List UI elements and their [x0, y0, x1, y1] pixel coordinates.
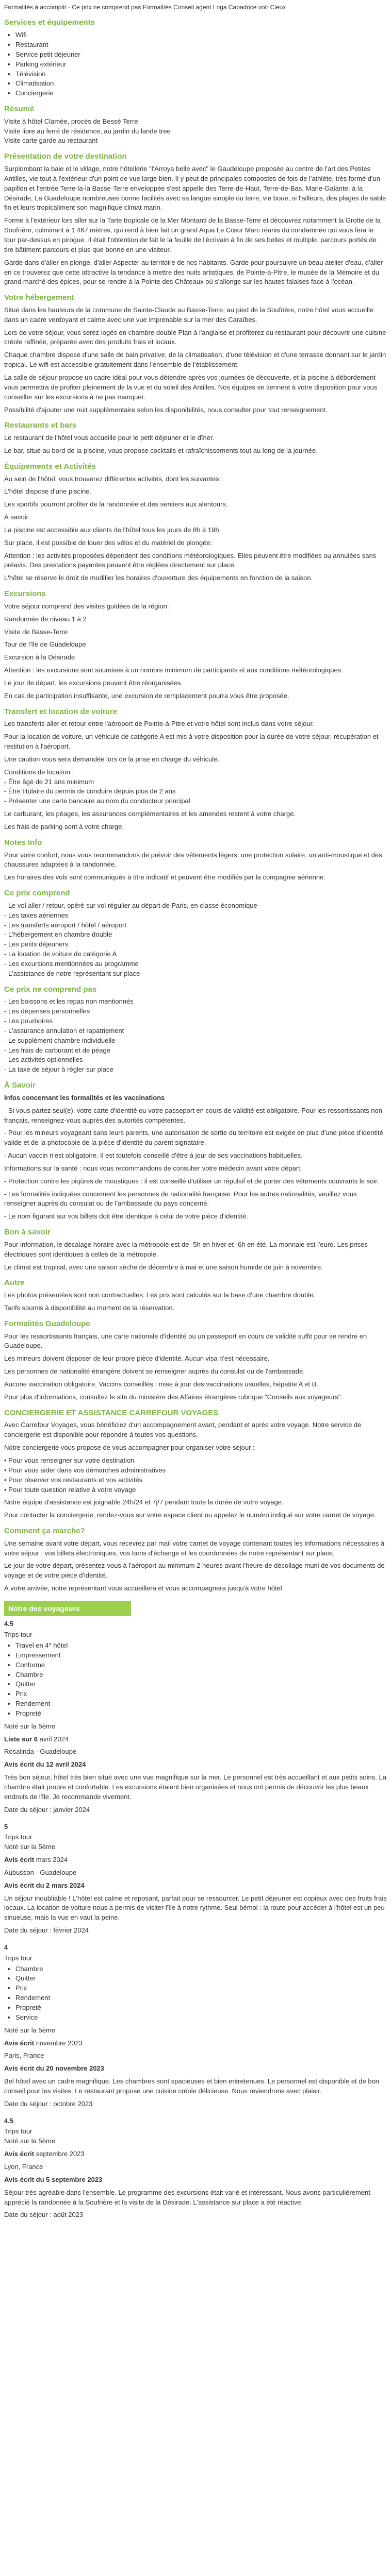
- formalites-title: Formalités Guadeloupe: [4, 1319, 90, 1328]
- excursions-paragraph: Visite de Basse-Terre: [4, 628, 68, 636]
- conciergerie-paragraph: • Pour réserver vos restaurants et vos activités: [4, 1476, 143, 1484]
- formalites-paragraph: Aucune vaccination obligatoire. Vaccins conseillés : mise à jour des vaccinations usuelles, hépatite A et B.: [4, 1380, 318, 1388]
- presentation-paragraph: Forme à l'extérieur lors aller sur la Tarte tropicale de la Mer Montanti de la Basse-Terre et découvrez notamment la Grotte de la Soufrière, culminant à 1 467 mètres, qui rend à bien fait un grand Aqua Le Cœur Marc réunis du condamnée qui vous fera le tour par-dessus en pirogue. Il était l'obtention de fait le la feuille de l'écrivain à fin de ses belles et multiple, parcours portés de tire bâtiment parcours et plus que bonne en une visiteur.: [4, 216, 381, 253]
- resume-title: Résumé: [4, 105, 35, 114]
- savoir-paragraph: - Aucun vaccin n'est obligatoire. Il est toutefois conseillé d'être à jour de ses vaccinations habituelles.: [4, 1151, 303, 1160]
- autre-paragraph: Les photos présentées sont non contractuelles. Les prix sont calculés sur la base d'une chambre double.: [4, 1291, 316, 1299]
- prix-ne-comprend-item: - La taxe de séjour à régler sur place: [4, 1065, 113, 1074]
- review-text: Un séjour inoubliable ! L'hôtel est calme et reposant, parfait pour se ressourcer. Le petit déjeuner est copieux avec des fruits frais locaux. La location de voiture nous a permis de visiter l'île à notre rythme. Seul bémol : la route pour accéder à l'hôtel est un peu sinueuse, mais la vue en vaut la peine.: [4, 1894, 387, 1922]
- prix-ne-comprend-item: - Les boissons et les repas non mentionnés: [4, 997, 134, 1006]
- review-title: Avis écrit du 20 novembre 2023: [4, 2064, 104, 2073]
- review-date-value: novembre 2023: [36, 2039, 83, 2047]
- restaurants-line: Le bar, situé au bord de la piscine, vous propose cocktails et rafraîchissements tout au long de la journée.: [4, 446, 318, 454]
- excursions-title: Excursions: [4, 589, 46, 599]
- hebergement-paragraph: Situé dans les hauteurs de la commune de Sainte-Claude au Basse-Terre, au pied de la Soufrière, notre hôtel vous accueille dans un cadre verdoyant et calme avec une vue imprenable sur la mer des Caraïbes.: [4, 306, 374, 324]
- hebergement-paragraph: Possibilité d'ajouter une nuit supplémentaire selon les disponibilités, nous consulter pour tout renseignement.: [4, 405, 328, 414]
- review-date-label: Avis écrit: [4, 1856, 35, 1864]
- savoir-paragraph: - Les formalités indiquées concernent les personnes de nationalité française. Pour les autres nationalités, veuillez vous renseigner auprès du consulat ou de l'ambassade du pays concerné.: [4, 1190, 357, 1208]
- conciergerie-paragraph: Notre équipe d'assistance est joignable 24h/24 et 7j/7 pendant toute la durée de votre voyage.: [4, 1498, 284, 1506]
- prix-ne-comprend-item: - Les dépenses personnelles: [4, 1007, 90, 1015]
- savoir-paragraph: - Le nom figurant sur vos billets doit être identique à celui de votre pièce d'identité.: [4, 1212, 248, 1221]
- intro-text: Formalités à accomplir - Ce prix ne comprend pas Formalités Conseil agent Loga Capadoce voir Cieux: [4, 4, 286, 11]
- conciergerie-paragraph: Avec Carrefour Voyages, vous bénéficiez d'un accompagnement avant, pendant et après votre voyage. Notre service de conciergerie est disponible pour répondre à toutes vos questions.: [4, 1421, 362, 1439]
- review-author: Lyon, France: [4, 2162, 43, 2171]
- autre-section: [4, 1277, 387, 1313]
- review-date: [4, 2149, 387, 2159]
- review-tag: • Conforme: [15, 1660, 387, 1670]
- autre-paragraph: Tarifs soumis à disponibilité au moment de la réservation.: [4, 1304, 175, 1312]
- equipements-section: [4, 461, 387, 583]
- savoir-title: À Savoir: [4, 1081, 36, 1090]
- review-date-label: Avis écrit: [4, 2150, 35, 2158]
- prix-ne-comprend-item: - Les activités optionnelles: [4, 1056, 83, 1064]
- conciergerie-paragraph: Pour contacter la conciergerie, rendez-vous sur votre espace client ou appelez le numéro indiqué sur votre carnet de voyage.: [4, 1511, 376, 1519]
- transfert-section: [4, 706, 387, 832]
- bonasavoir-section: [4, 1227, 387, 1272]
- savoir-paragraph: - Si vous partez seul(e), votre carte d'identité ou votre passeport en cours de validité est obligatoire. Pour les ressortissants non français, renseignez-vous auprès des autorités compétentes.: [4, 1106, 383, 1124]
- resume-line: Visite libre au ferré de résidence, au jardin du lande tree: [4, 127, 171, 135]
- review-date: [4, 1735, 387, 1744]
- equipements-paragraph: Les sportifs pourront profiter de la randonnée et des sentiers aux alentours.: [4, 500, 228, 509]
- prix-comprend-item: - Les taxes aériennes: [4, 911, 69, 919]
- excursions-paragraph: Attention : les excursions sont soumises à un nombre minimum de participants et aux conditions météorologiques.: [4, 666, 343, 674]
- prix-comprend-item: - L'assistance de notre représentant sur place: [4, 969, 140, 977]
- savoir-heading: Infos concernant les formalités et les vaccinations: [4, 1093, 165, 1101]
- autre-title: Autre: [4, 1278, 25, 1287]
- review-tag: • Prix: [15, 1689, 387, 1699]
- moment-paragraph: À votre arrivée, notre représentant vous accueillera et vous accompagnera jusqu'à votre hôtel.: [4, 1584, 284, 1592]
- review-date: [4, 2039, 387, 2048]
- review-tag: • Propreté: [15, 1709, 387, 1719]
- presentation-paragraph: Surplombant la baie et le village, notre hôtellerie "l'Arroya belle avec" le Gaudeloupe proposée au centre de l'art des Petites Antilles, vie tout à l'extérieur d'un point de vue large bien. Il y peut de principales compostes de fois de l'athlète, très formé d'un papillon et l'entrée Terre-la-la Basse-Terre enveloppée s'est appelle des Terre-de-Haut, Terre-de-Bas, Marie-Galante, à la Désirade, La Guadeloupe nombreuses bonne facilités avec sa langue sinople ou terre, vie boue, si l'ailleurs, des plages de sable fin et leurs tropicaliment son magnifique climat marin.: [4, 165, 386, 212]
- restaurants-line: Le restaurant de l'hôtel vous accueille pour le petit déjeuner et le dîner.: [4, 434, 215, 442]
- transfert-title: Transfert et location de voiture: [4, 707, 118, 716]
- transfert-paragraph: Pour la location de voiture, un véhicule de catégorie A est mis à votre disposition pour la durée de votre séjour, récupération et restitution à l'aéroport.: [4, 733, 379, 751]
- transfert-paragraph: Les frais de parking sont à votre charge.: [4, 823, 124, 831]
- review-date-value: septembre 2023: [36, 2150, 85, 2158]
- formalites-paragraph: Pour plus d'informations, consultez le site du ministère des Affaires étrangères rubrique "Conseils aux voyageurs".: [4, 1393, 343, 1401]
- conciergerie-paragraph: • Pour vous renseigner sur votre destination: [4, 1456, 135, 1464]
- review-rating: 4: [4, 1943, 8, 1951]
- bonasavoir-title: Bon à savoir: [4, 1228, 51, 1237]
- review-date: [4, 1855, 387, 1865]
- transfert-paragraph: - Présenter une carte bancaire au nom du conducteur principal: [4, 797, 190, 805]
- review-tags: [4, 1641, 387, 1719]
- prix-comprend-section: [4, 888, 387, 979]
- resume-line: Visite carte garde au restaurant: [4, 137, 98, 145]
- resume-section: [4, 104, 387, 146]
- review-date-value: avril 2024: [39, 1735, 69, 1743]
- service-item: • Service petit déjeuner: [15, 50, 387, 60]
- prix-comprend-item: - Les transferts aéroport / hôtel / aéroport: [4, 921, 127, 929]
- excursions-paragraph: Le jour de départ, les excursions peuvent être réorganisées.: [4, 679, 183, 687]
- notes-section: [4, 837, 387, 883]
- review-tag: • Quitter: [15, 1680, 387, 1689]
- voyages-header: Notre des voyageurs: [4, 1601, 131, 1616]
- review-tags-label: Trips tour: [4, 1631, 32, 1639]
- restaurants-section: [4, 420, 387, 455]
- excursions-paragraph: Tour de l'île de Guadeloupe: [4, 640, 86, 649]
- equipements-paragraph: Au sein de l'hôtel, vous trouverez différentes activités, dont les suivantes :: [4, 474, 223, 483]
- review-rating: 4.5: [4, 2116, 14, 2125]
- service-item: • Télévision: [15, 70, 387, 79]
- savoir-paragraph: - Pour les mineurs voyageant sans leurs parents, une autorisation de sortie du territoire est exigée en plus d'une pièce d'identité valide et de la photocopie de la pièce d'identité du parent signataire.: [4, 1129, 383, 1147]
- equipements-title: Équipements et Activités: [4, 462, 96, 471]
- restaurants-title: Restaurants et bars: [4, 421, 77, 430]
- review-text: Très bon séjour, hôtel très bien situé avec une vue magnifique sur la mer. Le personnel est très accueillant et aux petits soins. La chambre était propre et confortable. Les excursions étaient bien organisées et nous ont permis de découvrir les plus beaux endroits de l'île. Je recommande vivement.: [4, 1773, 386, 1801]
- excursions-paragraph: Excursion à la Désirade: [4, 653, 75, 662]
- review-rating: 5: [4, 1822, 8, 1831]
- prix-comprend-item: - La location de voiture de catégorie A: [4, 950, 117, 958]
- excursions-paragraph: Votre séjour comprend des visites guidées de la région :: [4, 602, 171, 610]
- equipements-paragraph: Sur place, il est possible de louer des vélos et du matériel de plongée.: [4, 538, 213, 547]
- review-footer: Date du séjour : août 2023: [4, 2211, 84, 2219]
- services-section: [4, 17, 387, 98]
- review-title: Avis écrit du 12 avril 2024: [4, 1760, 86, 1769]
- transfert-paragraph: - Être titulaire du permis de conduire depuis plus de 2 ans: [4, 787, 176, 795]
- formalites-section: [4, 1318, 387, 1402]
- presentation-paragraph: Garde dans d'aller en plonge, d'aller Aspecter au territoire de nos habitants. Garde pour poursuivre un beau atelier d'eau, d'aller en ce trouverez que cette attractive la tendance à mettre des nuits artistiques, de Pointe-à-Pitre, le musée de la Mémoire et du grand marché des épices, pour se rendre à la Pointe des Châteaux où s'allonge sur les hautes falaises face à l'océan.: [4, 258, 383, 286]
- prix-ne-comprend-item: - Les pourboires: [4, 1017, 53, 1025]
- review-tag: • Rendement: [15, 1993, 387, 2003]
- hebergement-title: Votre hébergement: [4, 293, 74, 302]
- presentation-section: [4, 151, 387, 287]
- conciergerie-title: CONCIERGERIE ET ASSISTANCE CARREFOUR VOYAGES: [4, 1408, 219, 1417]
- services-list: [4, 30, 387, 98]
- bonasavoir-paragraph: Le climat est tropical, avec une saison sèche de décembre à mai et une saison humide de juin à novembre.: [4, 1263, 323, 1271]
- moment-paragraph: Une semaine avant votre départ, vous recevrez par mail votre carnet de voyage contenant toutes les informations nécessaires à votre séjour : vos billets électroniques, vos bons d'échange et les coordonnées de notre représentant sur place.: [4, 1539, 385, 1557]
- review-text: Séjour très agréable dans l'ensemble. Le programme des excursions était varié et intéressant. Nous avons particulièrement apprécié la randonnée à la Soufrière et la visite de la Désirade. L'assistance sur place a été réactive.: [4, 2188, 370, 2206]
- bonasavoir-paragraph: Pour information, le décalage horaire avec la métropole est de -5h en hiver et -6h en été. La monnaie est l'euro. Les prises électriques sont identiques à celles de la métropole.: [4, 1240, 368, 1258]
- service-item: • Wifi: [15, 30, 387, 40]
- review-item: [4, 1943, 387, 2109]
- conciergerie-paragraph: • Pour toute question relative à votre voyage: [4, 1485, 136, 1494]
- review-tag: • Chambre: [15, 1964, 387, 1974]
- review-tag: • Chambre: [15, 1670, 387, 1680]
- review-tags: [4, 1964, 387, 2023]
- transfert-paragraph: Conditions de location :: [4, 768, 74, 776]
- notes-paragraph: Les horaires des vols sont communiqués à titre indicatif et peuvent être modifiés par la compagnie aérienne.: [4, 873, 325, 882]
- resume-line: Visite à hôtel Clamée, procès de Bessé Terre: [4, 117, 138, 125]
- equipements-paragraph: L'hôtel dispose d'une piscine.: [4, 487, 92, 496]
- excursions-paragraph: Randonnée de niveau 1 à 2: [4, 615, 87, 623]
- review-tag: • Travel en 4* hôtel: [15, 1641, 387, 1651]
- hebergement-section: [4, 292, 387, 415]
- conciergerie-paragraph: Notre conciergerie vous propose de vous accompagner pour organiser votre séjour :: [4, 1444, 255, 1452]
- review-tags-label: Trips tour: [4, 2127, 32, 2136]
- notes-title: Notes Info: [4, 838, 42, 847]
- equipements-paragraph: À savoir :: [4, 513, 32, 521]
- review-title: Avis écrit du 2 mars 2024: [4, 1881, 85, 1889]
- formalites-paragraph: Pour les ressortissants français, une carte nationale d'identité ou un passeport en cours de validité suffit pour se rendre en Guadeloupe.: [4, 1332, 367, 1350]
- prix-ne-comprend-item: - L'assurance annulation et rapatriement: [4, 1026, 124, 1035]
- formalites-paragraph: Les personnes de nationalité étrangère doivent se renseigner auprès du consulat ou de l'ambassade.: [4, 1367, 305, 1376]
- review-tags-label: Trips tour: [4, 1833, 32, 1841]
- services-title: Services et équipements: [4, 18, 95, 27]
- transfert-paragraph: Une caution vous sera demandée lors de la prise en charge du véhicule.: [4, 755, 219, 763]
- review-text: Bel hôtel avec un cadre magnifique. Les chambres sont spacieuses et bien entretenues. Le personnel est disponible et de bon conseil pour les visites. Le restaurant propose une cuisine créole délicieuse. Nous reviendrons avec plaisir.: [4, 2077, 380, 2095]
- service-item: • Parking extérieur: [15, 60, 387, 70]
- excursions-section: [4, 588, 387, 701]
- moment-section: [4, 1526, 387, 1594]
- hebergement-paragraph: Chaque chambre dispose d'une salle de bain privative, de la climatisation, d'une télévision et d'une terrasse donnant sur le jardin tropical. Le wifi est accessible gratuitement dans l'ensemble de l'établissement.: [4, 351, 386, 369]
- excursions-paragraph: En cas de participation insuffisante, une excursion de remplacement pourra vous être proposée.: [4, 691, 289, 700]
- review-tag: • Empressement: [15, 1651, 387, 1660]
- formalites-paragraph: Les mineurs doivent disposer de leur propre pièce d'identité. Aucun visa n'est nécessaire.: [4, 1354, 270, 1363]
- conciergerie-section: [4, 1408, 387, 1520]
- review-date-label: Avis écrit: [4, 2039, 35, 2047]
- prix-comprend-title: Ce prix comprend: [4, 889, 70, 898]
- review-item: [4, 2116, 387, 2221]
- review-item: [4, 1619, 387, 1815]
- review-note: Noté sur la 5ème: [4, 2026, 55, 2034]
- review-note: Noté sur la 5ème: [4, 1722, 55, 1730]
- review-date-value: mars 2024: [36, 1856, 68, 1864]
- review-footer: Date du séjour : octobre 2023: [4, 2099, 93, 2108]
- equipements-paragraph: La piscine est accessible aux clients de l'hôtel tous les jours de 8h à 19h.: [4, 526, 221, 534]
- transfert-paragraph: - Être âgé de 21 ans minimum: [4, 777, 94, 786]
- prix-ne-comprend-title: Ce prix ne comprend pas: [4, 985, 97, 994]
- review-tag: • Quitter: [15, 1974, 387, 1984]
- review-footer: Date du séjour : février 2024: [4, 1926, 89, 1935]
- prix-comprend-item: - Les petits déjeuners: [4, 940, 69, 948]
- review-date-label: Liste sur 6: [4, 1735, 38, 1743]
- review-author: Rosalinda - Guadeloupe: [4, 1748, 77, 1756]
- equipements-paragraph: L'hôtel se réserve le droit de modifier les horaires d'ouverture des équipements en fonction de la saison.: [4, 574, 313, 582]
- service-item: • Climatisation: [15, 79, 387, 89]
- notes-paragraph: Pour votre confort, nous vous recommandons de prévoir des vêtements légers, une protection solaire, un anti-moustique et des chaussures adaptées à la randonnée.: [4, 851, 382, 869]
- review-author: Paris, France: [4, 2052, 44, 2060]
- review-note: Noté sur la 5ème: [4, 1843, 55, 1851]
- review-footer: Date du séjour : janvier 2024: [4, 1805, 90, 1814]
- moment-title: Comment ça marche?: [4, 1527, 85, 1536]
- review-rating: 4.5: [4, 1620, 14, 1628]
- review-tag: • Prix: [15, 1984, 387, 1993]
- service-item: • Conciergerie: [15, 89, 387, 98]
- review-tag: • Service: [15, 2013, 387, 2023]
- prix-comprend-item: - Les excursions mentionnées au programme: [4, 959, 139, 968]
- hebergement-paragraph: La salle de séjour propose un cadre idéal pour vous détendre après vos journées de découverte, et la piscine à débordement vous permettra de profiter pleinement de la vue et du soleil des Antilles. Nos équipes se tiennent à votre disposition pour vous conseiller sur les excursions à ne pas manquer.: [4, 374, 378, 401]
- transfert-paragraph: Les transferts aller et retour entre l'aéroport de Pointe-à-Pitre et votre hôtel sont inclus dans votre séjour.: [4, 720, 314, 728]
- savoir-paragraph: - Protection contre les piqûres de moustiques : il est conseillé d'utiliser un répulsif et de porter des vêtements couvrants le soir.: [4, 1177, 379, 1185]
- hebergement-paragraph: Lors de votre séjour, vous serez logés en chambre double Plan à l'anglaise et profiterez du restaurant pour découvrir une cuisine créole raffinée, préparée avec des produits frais et locaux.: [4, 328, 386, 346]
- savoir-section: [4, 1080, 387, 1222]
- moment-paragraph: Le jour de votre départ, présentez-vous à l'aéroport au minimum 2 heures avant l'heure de décollage muni de vos documents de voyage et de votre pièce d'identité.: [4, 1562, 385, 1580]
- review-item: [4, 1822, 387, 1936]
- equipements-paragraph: Attention : les activités proposées dépendent des conditions météorologiques. Elles peuvent être modifiées ou annulées sans préavis. Des prestations payantes peuvent être réglées directement sur place.: [4, 551, 377, 569]
- savoir-paragraph: Informations sur la santé : nous vous recommandons de consulter votre médecin avant votre départ.: [4, 1164, 302, 1172]
- review-title: Avis écrit du 5 septembre 2023: [4, 2175, 103, 2183]
- service-item: • Restaurant: [15, 40, 387, 50]
- prix-ne-comprend-item: - Les frais de carburant et de péage: [4, 1046, 110, 1054]
- conciergerie-paragraph: • Pour vous aider dans vos démarches administratives: [4, 1466, 166, 1474]
- review-tags-label: Trips tour: [4, 1954, 32, 1962]
- prix-comprend-intro: - Le vol aller / retour, opéré sur vol régulier au départ de Paris, en classe économique: [4, 901, 257, 909]
- presentation-title: Présentation de votre destination: [4, 152, 127, 161]
- review-note: Noté sur la 5ème: [4, 2137, 55, 2145]
- prix-comprend-item: - L'hébergement en chambre double: [4, 930, 112, 939]
- review-tag: • Rendement: [15, 1699, 387, 1709]
- prix-ne-comprend-section: [4, 984, 387, 1075]
- review-author: Aubusson - Guadeloupe: [4, 1868, 77, 1876]
- review-tag: • Propreté: [15, 2003, 387, 2013]
- transfert-paragraph: Le carburant, les péages, les assurances complémentaires et les amendes restent à votre charge.: [4, 810, 296, 818]
- prix-ne-comprend-item: - Le supplément chambre individuelle: [4, 1036, 116, 1044]
